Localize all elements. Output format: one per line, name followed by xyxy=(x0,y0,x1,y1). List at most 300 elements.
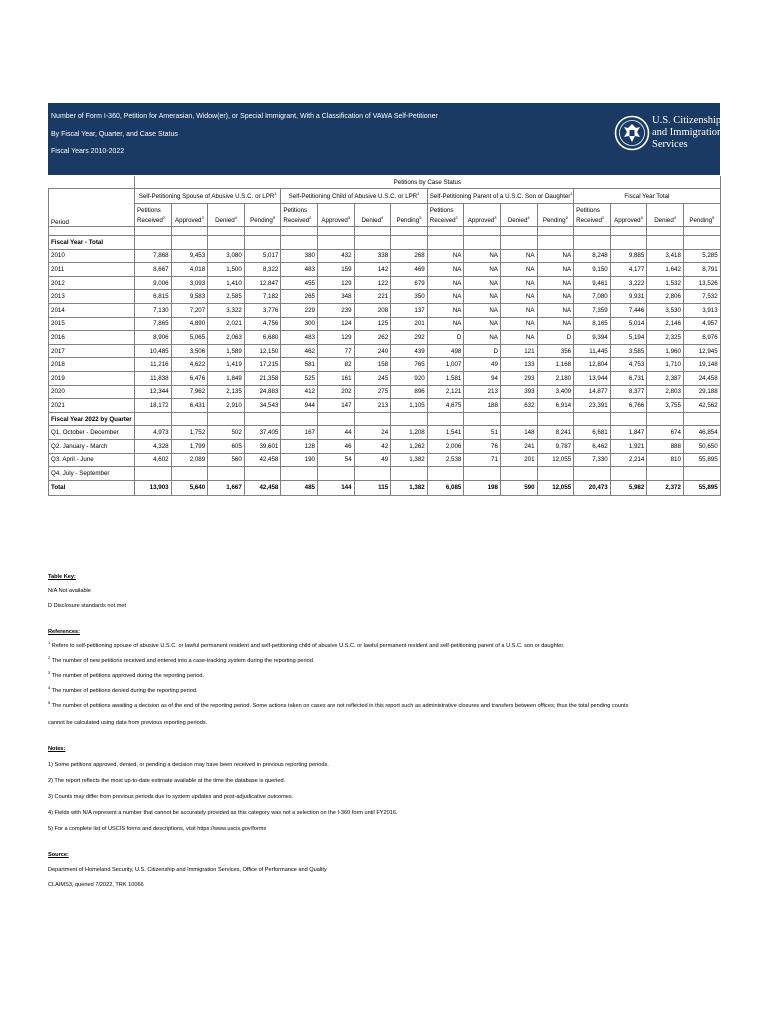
value-cell: 129 xyxy=(317,276,354,290)
spacer-cell xyxy=(354,227,391,236)
value-cell: 5,285 xyxy=(683,249,720,263)
sub-header-label: Denied xyxy=(361,216,382,224)
source-line-2: CLAIMS3, queried 7/2022, TRK 10066 xyxy=(48,882,144,888)
value-cell: 6,731 xyxy=(610,371,647,385)
period-cell: Q4. July - September xyxy=(49,467,135,481)
spacer-cell xyxy=(537,227,574,236)
value-cell: 190 xyxy=(281,453,318,467)
value-cell: 679 xyxy=(391,276,428,290)
value-cell: 125 xyxy=(354,317,391,331)
value-cell: 240 xyxy=(354,344,391,358)
value-cell: 7,532 xyxy=(683,290,720,304)
value-cell: 39,601 xyxy=(244,439,281,453)
reference-5: $^5$ The number of petitions awaiting a decision as of the end of the reporting period. Some actions taken on cases are not reflected in this report such as administrative closures and transfers between offices; thus the total pending counts xyxy=(48,700,629,709)
value-cell: 525 xyxy=(281,371,318,385)
section-fiscal-year-total xyxy=(49,236,721,250)
spacer-cell xyxy=(244,227,281,236)
value-cell: 3,585 xyxy=(610,344,647,358)
reference-1: $^1$ Refers to self-petitioning spouse of abusive U.S.C. or lawful permanent resident and self-petitioning child of abusive U.S.C. or lawful permanent resident and self-petitioning parent of a U.S.C. son or daughter. xyxy=(48,640,565,649)
value-cell: 50,650 xyxy=(683,439,720,453)
value-cell: 469 xyxy=(391,263,428,277)
value-cell: 12,804 xyxy=(574,358,611,372)
empty-cell xyxy=(683,412,720,426)
value-cell: 888 xyxy=(647,439,684,453)
value-cell: 77 xyxy=(317,344,354,358)
value-cell: 268 xyxy=(391,249,428,263)
value-cell: 6,085 xyxy=(427,480,464,495)
spacer-cell xyxy=(208,227,245,236)
empty-cell xyxy=(574,412,611,426)
reference-1-text: Refers to self-petitioning spouse of abusive U.S.C. or lawful permanent resident and self-petitioning child of abusive U.S.C. or lawful permanent resident and self-petitioning parent of a U.S.C. son or daughter. xyxy=(51,643,565,649)
empty-cell xyxy=(391,236,428,250)
petitions-table xyxy=(48,176,721,496)
value-cell: 1,168 xyxy=(537,358,574,372)
value-cell: 23,391 xyxy=(574,399,611,413)
source-title: Source: xyxy=(48,852,69,858)
value-cell: 49 xyxy=(354,453,391,467)
value-cell: 1,849 xyxy=(208,371,245,385)
period-header: Period xyxy=(49,189,135,227)
sub-header-top xyxy=(391,204,428,215)
table-row xyxy=(49,303,721,317)
note-3: 3) Counts may differ from previous periods due to system updates and post-adjudicative outcomes. xyxy=(48,794,294,800)
value-cell: 350 xyxy=(391,290,428,304)
value-cell: 6,476 xyxy=(171,371,208,385)
value-cell: 439 xyxy=(391,344,428,358)
sub-header-top: Petitions xyxy=(574,204,611,215)
sub-header-top xyxy=(647,204,684,215)
sub-header-top xyxy=(208,204,245,215)
value-cell: 229 xyxy=(281,303,318,317)
period-cell: 2012 xyxy=(49,276,135,290)
value-cell: 3,530 xyxy=(647,303,684,317)
value-cell: 13,944 xyxy=(574,371,611,385)
value-cell: 502 xyxy=(208,426,245,440)
value-cell: 4,753 xyxy=(610,358,647,372)
period-cell: 2017 xyxy=(49,344,135,358)
value-cell: 1,921 xyxy=(610,439,647,453)
value-cell: NA xyxy=(427,276,464,290)
value-cell: 590 xyxy=(500,480,537,495)
value-cell: 9,931 xyxy=(610,290,647,304)
value-cell: 129 xyxy=(317,331,354,345)
value-cell: 432 xyxy=(317,249,354,263)
sub-header-approved xyxy=(171,214,208,227)
value-cell: 3,222 xyxy=(610,276,647,290)
empty-cell xyxy=(464,412,501,426)
note-1: 1) Some petitions approved, denied, or pending a decision may have been received in previous reporting periods. xyxy=(48,762,329,768)
table-key-na: N/A Not available xyxy=(48,588,91,594)
empty-cell xyxy=(135,236,172,250)
report-banner xyxy=(48,103,723,175)
value-cell: 12,055 xyxy=(537,480,574,495)
period-cell: 2021 xyxy=(49,399,135,413)
value-cell: 11,216 xyxy=(135,358,172,372)
group-header-sup: 1 xyxy=(417,190,420,196)
value-cell: 4,602 xyxy=(135,453,172,467)
sub-header-received xyxy=(281,214,318,227)
reference-5-text: The number of petitions awaiting a decision as of the end of the reporting period. Some actions taken on cases are not reflected in this report such as administrative closures and transfers between offices; thus the total pending counts xyxy=(51,703,629,709)
table-row xyxy=(49,399,721,413)
value-cell: 1,262 xyxy=(391,439,428,453)
value-cell: 9,150 xyxy=(574,263,611,277)
value-cell: 24 xyxy=(354,426,391,440)
value-cell: 46,854 xyxy=(683,426,720,440)
period-cell: 2011 xyxy=(49,263,135,277)
value-cell: 4,177 xyxy=(610,263,647,277)
value-cell: 20,473 xyxy=(574,480,611,495)
value-cell: 6,766 xyxy=(610,399,647,413)
value-cell: NA xyxy=(464,249,501,263)
value-cell: 1,419 xyxy=(208,358,245,372)
sub-header-label: Approved xyxy=(175,216,202,224)
value-cell: 2,063 xyxy=(208,331,245,345)
value-cell: 4,890 xyxy=(171,317,208,331)
value-cell: 8,377 xyxy=(610,385,647,399)
value-cell: 8,241 xyxy=(537,426,574,440)
value-cell: 55,895 xyxy=(683,453,720,467)
value-cell: D xyxy=(537,331,574,345)
sub-header-received xyxy=(427,214,464,227)
empty-cell xyxy=(647,412,684,426)
value-cell: 485 xyxy=(281,480,318,495)
value-cell: 34,543 xyxy=(244,399,281,413)
report-title: Number of Form I-360, Petition for Amerasian, Widow(er), or Special Immigrant, With a Classification of VAWA Self-Petitioner xyxy=(51,113,438,120)
value-cell: 1,667 xyxy=(208,480,245,495)
value-cell: 42,562 xyxy=(683,399,720,413)
value-cell: 3,755 xyxy=(647,399,684,413)
value-cell: 560 xyxy=(208,453,245,467)
sub-header-approved xyxy=(610,214,647,227)
value-cell: NA xyxy=(464,317,501,331)
value-cell: 17,215 xyxy=(244,358,281,372)
references-title: References: xyxy=(48,629,81,635)
value-cell: 3,418 xyxy=(647,249,684,263)
empty-cell xyxy=(317,236,354,250)
sub-header-pending xyxy=(244,214,281,227)
value-cell: 7,330 xyxy=(574,453,611,467)
value-cell: 144 xyxy=(317,480,354,495)
value-cell: 292 xyxy=(391,331,428,345)
table-row xyxy=(49,371,721,385)
value-cell: 13,903 xyxy=(135,480,172,495)
sub-header-sup: 4 xyxy=(234,214,237,220)
value-cell: 11,838 xyxy=(135,371,172,385)
sub-header-label: Pending xyxy=(689,216,713,224)
empty-cell xyxy=(135,412,172,426)
group-header-label: Self-Petitioning Child of Abusive U.S.C. or LPR xyxy=(288,192,418,200)
value-cell: 19,148 xyxy=(683,358,720,372)
value-cell: NA xyxy=(537,317,574,331)
value-cell: NA xyxy=(427,317,464,331)
note-2: 2) The report reflects the most up-to-date estimate available at the time the database is queried. xyxy=(48,778,286,784)
value-cell: 6,681 xyxy=(574,426,611,440)
period-cell: 2013 xyxy=(49,290,135,304)
value-cell: 7,207 xyxy=(171,303,208,317)
value-cell: 51 xyxy=(464,426,501,440)
value-cell: 142 xyxy=(354,263,391,277)
value-cell: 159 xyxy=(317,263,354,277)
value-cell: 12,150 xyxy=(244,344,281,358)
value-cell: 9,885 xyxy=(610,249,647,263)
value-cell: 4,756 xyxy=(244,317,281,331)
value-cell: 7,868 xyxy=(135,249,172,263)
sub-header-sup: 5 xyxy=(419,214,422,220)
sub-header-sup: 2 xyxy=(601,214,605,220)
value-cell: D xyxy=(464,344,501,358)
value-cell: 9,461 xyxy=(574,276,611,290)
spacer-cell xyxy=(281,227,318,236)
empty-cell xyxy=(171,412,208,426)
uscis-logo xyxy=(614,109,723,157)
value-cell: 124 xyxy=(317,317,354,331)
sub-header-label: Received xyxy=(429,216,456,224)
sub-header-received xyxy=(135,214,172,227)
value-cell: 1,500 xyxy=(208,263,245,277)
source-line-1: Department of Homeland Security, U.S. Citizenship and Immigration Services, Office of Performance and Quality xyxy=(48,867,327,873)
sub-header-sup: 3 xyxy=(494,214,497,220)
period-cell: 2016 xyxy=(49,331,135,345)
table-key-d: D Disclosure standards not met xyxy=(48,603,127,609)
value-cell: 7,359 xyxy=(574,303,611,317)
value-cell: 1,105 xyxy=(391,399,428,413)
value-cell: 9,583 xyxy=(171,290,208,304)
value-cell: 3,913 xyxy=(683,303,720,317)
empty-cell xyxy=(244,236,281,250)
value-cell: 44 xyxy=(317,426,354,440)
value-cell: 1,799 xyxy=(171,439,208,453)
value-cell: 262 xyxy=(354,331,391,345)
group-header-label: Fiscal Year Total xyxy=(624,192,670,200)
value-cell: 4,328 xyxy=(135,439,172,453)
sub-header-top xyxy=(610,204,647,215)
value-cell: 7,962 xyxy=(171,385,208,399)
value-cell xyxy=(683,467,720,481)
sub-header-top xyxy=(500,204,537,215)
period-cell: 2020 xyxy=(49,385,135,399)
value-cell: 12,945 xyxy=(683,344,720,358)
empty-cell xyxy=(354,236,391,250)
value-cell: 300 xyxy=(281,317,318,331)
value-cell: 1,847 xyxy=(610,426,647,440)
value-cell: 3,093 xyxy=(171,276,208,290)
empty-cell xyxy=(171,236,208,250)
sub-header-label: Received xyxy=(283,216,310,224)
sub-header-sup: 3 xyxy=(640,214,643,220)
sub-header-label: Pending xyxy=(396,216,420,224)
value-cell: 2,021 xyxy=(208,317,245,331)
sub-header-sup: 4 xyxy=(381,214,384,220)
value-cell: 128 xyxy=(281,439,318,453)
value-cell: 2,372 xyxy=(647,480,684,495)
sub-header-label: Approved xyxy=(614,216,641,224)
value-cell: 202 xyxy=(317,385,354,399)
value-cell: 632 xyxy=(500,399,537,413)
value-cell: 9,006 xyxy=(135,276,172,290)
value-cell: 133 xyxy=(500,358,537,372)
group-header-label: Self-Petitioning Spouse of Abusive U.S.C. or LPR xyxy=(138,192,275,200)
value-cell: 2,538 xyxy=(427,453,464,467)
value-cell: NA xyxy=(537,290,574,304)
value-cell: 213 xyxy=(464,385,501,399)
value-cell: 24,883 xyxy=(244,385,281,399)
value-cell: 2,214 xyxy=(610,453,647,467)
value-cell: 148 xyxy=(500,426,537,440)
value-cell: 9,394 xyxy=(574,331,611,345)
spacer-cell xyxy=(683,227,720,236)
value-cell xyxy=(391,467,428,481)
value-cell: 348 xyxy=(317,290,354,304)
sub-header-sup: 5 xyxy=(565,214,568,220)
value-cell: 208 xyxy=(354,303,391,317)
value-cell: 5,640 xyxy=(171,480,208,495)
value-cell xyxy=(244,467,281,481)
value-cell: NA xyxy=(427,303,464,317)
value-cell: 8,165 xyxy=(574,317,611,331)
value-cell: 1,532 xyxy=(647,276,684,290)
spacer-cell xyxy=(610,227,647,236)
sub-header-sup: 3 xyxy=(347,214,351,220)
sub-header-label: Received xyxy=(137,216,163,224)
value-cell: 6,976 xyxy=(683,331,720,345)
sub-header-sup: 2 xyxy=(162,214,166,220)
group-header-label: Self-Petitioning Parent of a U.S.C. Son or Daughter xyxy=(429,192,571,200)
table-key-title: Table Key: xyxy=(48,574,76,580)
value-cell: 7,865 xyxy=(135,317,172,331)
table-row xyxy=(49,317,721,331)
value-cell: 54 xyxy=(317,453,354,467)
sub-header-label: Approved xyxy=(321,216,348,224)
value-cell: 18,172 xyxy=(135,399,172,413)
value-cell xyxy=(537,467,574,481)
sub-header-denied xyxy=(500,214,537,227)
value-cell: 944 xyxy=(281,399,318,413)
spacer-cell xyxy=(427,227,464,236)
section-fiscal-year-total-label: Fiscal Year - Total xyxy=(49,236,135,250)
value-cell: 29,188 xyxy=(683,385,720,399)
value-cell xyxy=(610,467,647,481)
sub-header-top: Petitions xyxy=(135,204,172,215)
sub-header-label: Received xyxy=(576,216,602,224)
value-cell: 581 xyxy=(281,358,318,372)
notes-title: Notes: xyxy=(48,746,66,752)
sub-header-denied xyxy=(354,214,391,227)
value-cell: 4,973 xyxy=(135,426,172,440)
empty-cell xyxy=(427,412,464,426)
value-cell: 896 xyxy=(391,385,428,399)
value-cell: 1,382 xyxy=(391,453,428,467)
sub-header-top xyxy=(244,204,281,215)
table-row xyxy=(49,358,721,372)
value-cell xyxy=(317,467,354,481)
value-cell: 1,382 xyxy=(391,480,428,495)
empty-cell xyxy=(464,236,501,250)
value-cell: 201 xyxy=(391,317,428,331)
period-cell: 2018 xyxy=(49,358,135,372)
sub-header-top: Petitions xyxy=(281,204,318,215)
value-cell: NA xyxy=(500,303,537,317)
empty-cell xyxy=(427,236,464,250)
sub-header-sup: 5 xyxy=(712,214,715,220)
spacer-cell xyxy=(391,227,428,236)
value-cell: 7,080 xyxy=(574,290,611,304)
empty-cell xyxy=(208,412,245,426)
value-cell: NA xyxy=(537,276,574,290)
value-cell: 5,065 xyxy=(171,331,208,345)
value-cell: 4,622 xyxy=(171,358,208,372)
value-cell: 245 xyxy=(354,371,391,385)
value-cell: 3,080 xyxy=(208,249,245,263)
spacer-cell xyxy=(171,227,208,236)
value-cell: 1,410 xyxy=(208,276,245,290)
empty-cell xyxy=(574,236,611,250)
value-cell: 8,906 xyxy=(135,331,172,345)
value-cell: 8,791 xyxy=(683,263,720,277)
value-cell: 7,182 xyxy=(244,290,281,304)
value-cell: 8,248 xyxy=(574,249,611,263)
empty-cell xyxy=(683,236,720,250)
sub-header-label: Pending xyxy=(250,216,273,224)
value-cell: 1,960 xyxy=(647,344,684,358)
value-cell: 9,787 xyxy=(537,439,574,453)
value-cell: 393 xyxy=(500,385,537,399)
empty-cell xyxy=(500,412,537,426)
value-cell: 455 xyxy=(281,276,318,290)
note-4: 4) Fields with N/A represent a number that cannot be accurately provided as this category was not a selection on the I-360 form until FY2016. xyxy=(48,810,398,816)
table-row xyxy=(49,467,721,481)
sub-header-label: Denied xyxy=(215,216,235,224)
value-cell: 94 xyxy=(464,371,501,385)
sub-header-top xyxy=(171,204,208,215)
value-cell: 71 xyxy=(464,453,501,467)
value-cell: 188 xyxy=(464,399,501,413)
value-cell: 3,776 xyxy=(244,303,281,317)
value-cell: 265 xyxy=(281,290,318,304)
value-cell: 2,325 xyxy=(647,331,684,345)
value-cell: 122 xyxy=(354,276,391,290)
sub-header-pending xyxy=(537,214,574,227)
empty-cell xyxy=(610,236,647,250)
table-row xyxy=(49,290,721,304)
value-cell: 201 xyxy=(500,453,537,467)
value-cell: 2,135 xyxy=(208,385,245,399)
value-cell: 21,358 xyxy=(244,371,281,385)
value-cell: 1,541 xyxy=(427,426,464,440)
value-cell: 1,581 xyxy=(427,371,464,385)
value-cell: 37,405 xyxy=(244,426,281,440)
value-cell: 7,130 xyxy=(135,303,172,317)
value-cell: 14,877 xyxy=(574,385,611,399)
group-header xyxy=(135,189,281,204)
value-cell: 42 xyxy=(354,439,391,453)
value-cell: 1,007 xyxy=(427,358,464,372)
value-cell: 46 xyxy=(317,439,354,453)
spacer-cell xyxy=(500,227,537,236)
value-cell: 7,446 xyxy=(610,303,647,317)
section-fy2022-quarters xyxy=(49,412,721,426)
value-cell: 765 xyxy=(391,358,428,372)
value-cell: 2,006 xyxy=(427,439,464,453)
value-cell: 275 xyxy=(354,385,391,399)
sub-header-top xyxy=(683,204,720,215)
value-cell: 76 xyxy=(464,439,501,453)
value-cell: NA xyxy=(464,303,501,317)
value-cell: NA xyxy=(500,317,537,331)
value-cell: 42,458 xyxy=(244,480,281,495)
dhs-seal-icon xyxy=(614,115,650,151)
reference-4-text: The number of petitions denied during the reporting period. xyxy=(51,688,198,694)
value-cell: 9,453 xyxy=(171,249,208,263)
